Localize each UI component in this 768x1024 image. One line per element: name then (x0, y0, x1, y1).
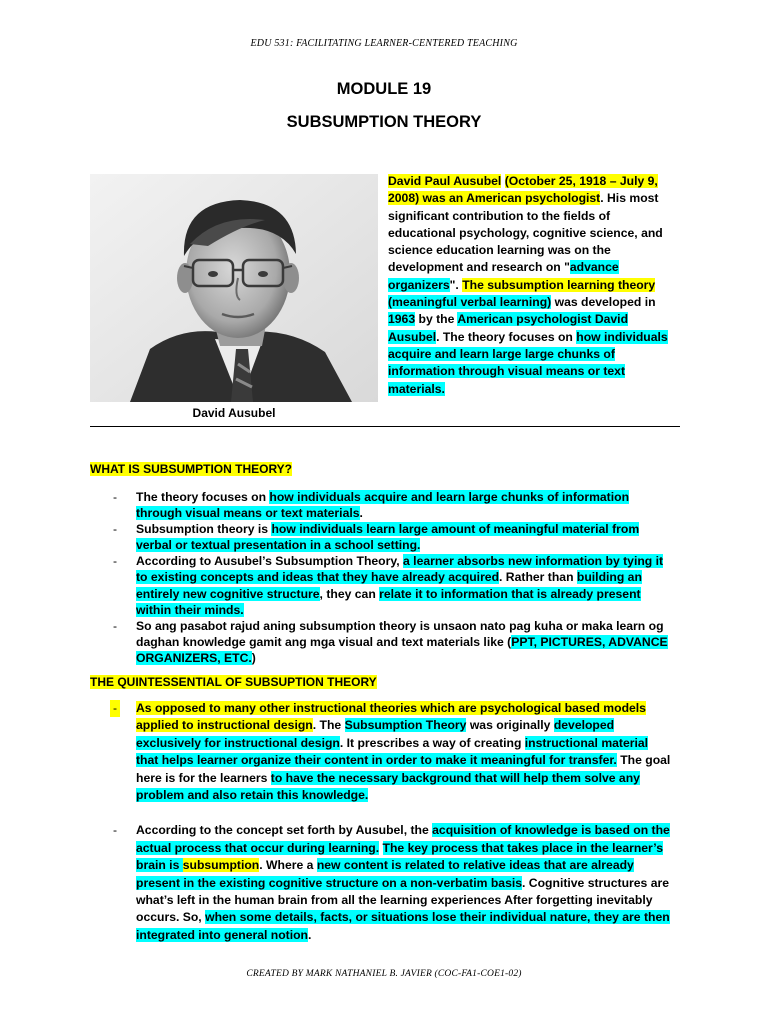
running-footer: CREATED BY MARK NATHANIEL B. JAVIER (COC-FA1-COE1-02) (246, 969, 522, 979)
section-heading-what-is (90, 462, 292, 476)
page-title: SUBSUMPTION THEORY (286, 113, 482, 131)
text-run: . (359, 506, 363, 521)
list-item (113, 489, 673, 521)
highlighted-text-cyan: building an entirely new cognitive structure (136, 570, 642, 601)
dash-bullet-icon: - (113, 554, 118, 569)
dash-bullet-icon: - (113, 618, 118, 633)
text-run: Subsumption theory is (136, 522, 272, 537)
highlighted-text-cyan: PPT, PICTURES, ADVANCE ORGANIZERS, ETC. (136, 634, 668, 665)
highlighted-text-cyan: to have the necessary background that will help them solve any problem and also retain this knowledge. (136, 770, 640, 803)
highlighted-text-cyan: Subsumption Theory (344, 718, 467, 733)
highlighted-text-cyan: how individuals learn large amount of meaningful material from verbal or textual presentation in a school setting. (136, 522, 640, 553)
highlighted-text-yellow: As opposed to many other instructional theories which are psychological based models applied to instructional design (136, 701, 646, 733)
list-item (113, 822, 673, 944)
highlighted-text-cyan: relate it to information that is already present within their minds. (136, 586, 641, 617)
text-run: . His most significant contribution to the fields of educational psychology, cognitive science, and science education learning was on the development and research on " (388, 191, 663, 275)
list-item (113, 618, 673, 666)
list-item (113, 521, 673, 553)
text-run: The goal here is for the learners (136, 753, 671, 785)
highlighted-text-yellow: subsumption (182, 858, 260, 873)
highlighted-text-cyan: acquisition of knowledge is based on the actual process that occur during learning. (136, 823, 670, 855)
text-run: ". (449, 277, 463, 292)
highlighted-text-cyan: (meaningful verbal learning) (388, 295, 552, 310)
highlighted-text-cyan: how individuals acquire and learn large chunks of information through visual means or text materials (136, 490, 630, 521)
text-run: The theory focuses on (136, 490, 270, 504)
highlighted-text-cyan: when some details, facts, or situations lose their individual nature, they are then integrated into general notion (136, 910, 670, 942)
section-heading-quintessential (90, 675, 377, 689)
section-heading-text: THE QUINTESSENTIAL OF SUBSUPTION THEORY (90, 675, 377, 689)
text-run: So ang pasabot rajud aning subsumption theory is unsaon nato pag kuha or maka learn og daghan knowledge gamit ang mga visual and text materials like ( (136, 618, 664, 649)
text-run: . Cognitive structures are what’s left in the human brain from all the learning experiences After forgetting inevitably occurs. So, (136, 875, 670, 925)
running-header: EDU 531: FACILITATING LEARNER-CENTERED TEACHING (250, 38, 518, 49)
dash-bullet-icon: - (113, 823, 118, 838)
text-run: . Rather than (499, 570, 577, 585)
highlighted-text-cyan: The key process that takes place in the learner’s brain is (136, 840, 663, 873)
text-run: by the (415, 312, 458, 327)
highlighted-text-yellow: The subsumption learning theory (462, 277, 656, 292)
quintessential-bullet-list (113, 700, 673, 944)
photo-caption: David Ausubel (192, 406, 276, 420)
dash-bullet-icon: - (113, 490, 118, 504)
highlighted-text-cyan: American psychologist David Ausubel (388, 312, 629, 344)
text-run: was developed in (551, 295, 656, 310)
text-run: . The theory focuses on (436, 329, 577, 344)
list-item (113, 700, 673, 804)
text-run: According to the concept set forth by Ausubel, the (136, 823, 433, 838)
text-run: , they can (319, 586, 380, 601)
highlighted-text-cyan: how individuals acquire and learn large large chunks of information through visual means or text materials. (388, 329, 668, 396)
highlighted-text-cyan: advance organizers (388, 260, 619, 292)
text-run: ) (251, 650, 256, 665)
biography-paragraph (388, 173, 680, 398)
what-is-bullet-list (113, 489, 673, 666)
module-number: MODULE 19 (336, 80, 432, 98)
highlighted-text-cyan: new content is related to relative ideas that are already present in the existing cognitive structure on a non-verbatim basis (136, 858, 634, 890)
section-heading-text: WHAT IS SUBSUMPTION THEORY? (90, 462, 292, 476)
portrait-illustration (90, 174, 378, 402)
section-divider (90, 426, 680, 427)
text-run: According to Ausubel’s Subsumption Theory, (136, 554, 404, 569)
highlighted-text-cyan: 1963 (388, 312, 416, 327)
highlighted-text-cyan: instructional material that helps learner organize their content in order to make it meaningful for transfer. (136, 735, 649, 768)
highlighted-text-yellow: David Paul Ausubel (388, 174, 502, 188)
portrait-photo (90, 174, 378, 402)
dash-bullet-icon: - (110, 700, 120, 717)
text-run: . Where a (259, 858, 317, 873)
text-run: was originally (466, 718, 554, 733)
dash-bullet-icon: - (113, 522, 118, 537)
highlighted-text-cyan: developed exclusively for instructional design (136, 718, 615, 750)
text-run: . (307, 927, 312, 942)
highlighted-text-yellow: (October 25, 1918 – July 9, 2008) was an American psychologist (388, 174, 658, 206)
highlighted-text-cyan: a learner absorbs new information by tying it to existing concepts and ideas that they have already acquired (136, 554, 664, 585)
list-item (113, 553, 673, 617)
text-run: . It prescribes a way of creating (339, 735, 525, 750)
text-run: . The (312, 718, 345, 733)
